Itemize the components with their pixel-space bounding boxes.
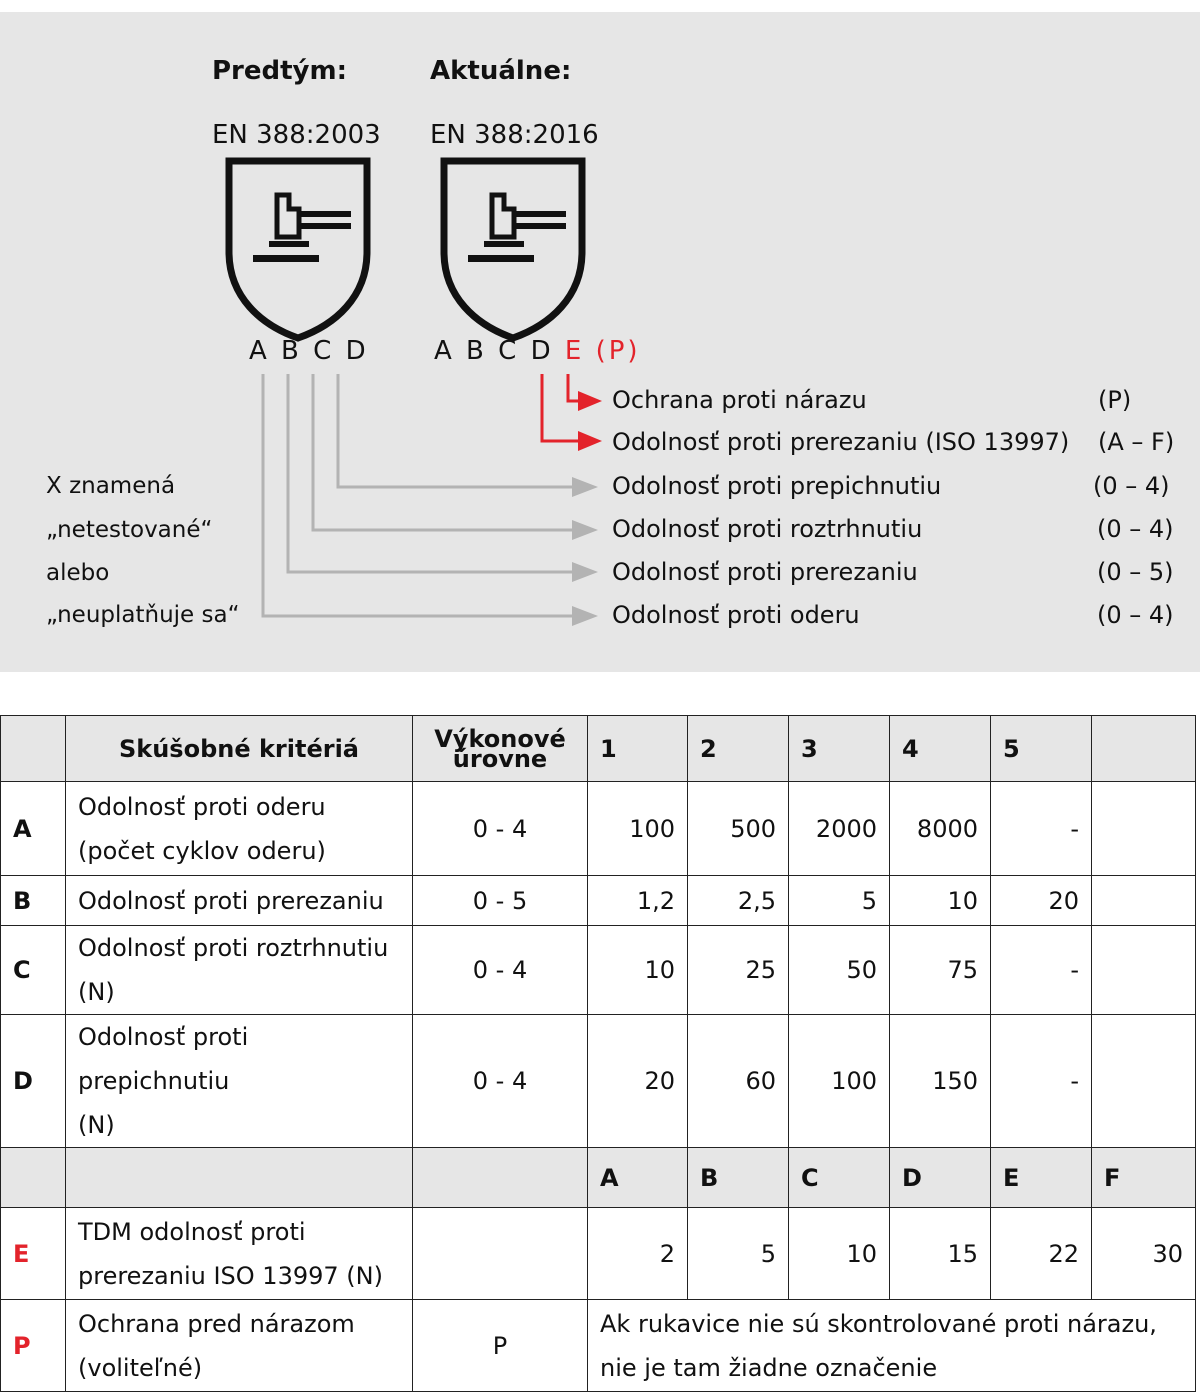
row-value: 2: [588, 1208, 688, 1300]
note-line: „neuplatňuje sa“: [46, 602, 240, 628]
row-p-note-line: Ak rukavice nie sú skontrolované proti nárazu,: [600, 1309, 1157, 1338]
connector-lines: [0, 0, 1200, 680]
table-subheader-row: [1, 1148, 1196, 1208]
current-letters-abcd: A B C D: [434, 336, 554, 366]
row-description: [66, 1015, 413, 1148]
row-description-line: Odolnosť proti prepichnutiu: [78, 1023, 249, 1095]
header-level: 5: [991, 716, 1092, 782]
row-value: -: [991, 782, 1092, 876]
row-description-line: TDM odolnosť proti: [78, 1217, 306, 1246]
subheader-level: E: [991, 1148, 1092, 1208]
header-level: 4: [890, 716, 991, 782]
subheader-empty-cell: [66, 1148, 413, 1208]
row-range: 0 - 4: [413, 926, 588, 1015]
row-range: 0 - 4: [413, 782, 588, 876]
row-description-line: (počet cyklov oderu): [78, 836, 326, 865]
header-level: 2: [688, 716, 789, 782]
table-row: [1, 1300, 1196, 1392]
header-criteria: Skúšobné kritériá: [66, 716, 413, 782]
row-value: [1092, 876, 1196, 926]
row-value: [1092, 782, 1196, 876]
row-value: 1,2: [588, 876, 688, 926]
before-heading: Predtým:: [212, 56, 347, 86]
table-row: [1, 876, 1196, 926]
row-letter: E: [1, 1208, 66, 1300]
row-description: [66, 1208, 413, 1300]
row-value: [1092, 1015, 1196, 1148]
row-description: Odolnosť proti roztrhnutiu (N): [66, 926, 413, 1015]
table-row: [1, 1015, 1196, 1148]
row-value: 100: [588, 782, 688, 876]
row-description: [66, 1300, 413, 1392]
row-value: 5: [789, 876, 890, 926]
current-letter-p: (P): [595, 336, 641, 366]
row-range: 0 - 5: [413, 876, 588, 926]
legend-label-cut-iso: Odolnosť proti prerezaniu (ISO 13997): [612, 428, 1070, 456]
header-empty-cell: [1, 716, 66, 782]
current-heading: Aktuálne:: [430, 56, 572, 86]
row-p-note-line: nie je tam žiadne označenie: [600, 1353, 938, 1382]
legend-range-cut: (0 – 5): [1097, 558, 1174, 586]
row-description-line: Odolnosť proti oderu: [78, 792, 326, 821]
row-description-line: prerezaniu ISO 13997 (N): [78, 1261, 383, 1290]
subheader-level: F: [1092, 1148, 1196, 1208]
row-value: 2,5: [688, 876, 789, 926]
row-value: 22: [991, 1208, 1092, 1300]
row-value: 500: [688, 782, 789, 876]
row-value: 2000: [789, 782, 890, 876]
row-value: 5: [688, 1208, 789, 1300]
row-value: 10: [890, 876, 991, 926]
subheader-empty-cell: [1, 1148, 66, 1208]
legend-range-abrasion: (0 – 4): [1097, 601, 1174, 629]
row-value: 10: [588, 926, 688, 1015]
legend-label-cut: Odolnosť proti prerezaniu: [612, 558, 918, 586]
header-performance-line: úrovne: [452, 744, 548, 773]
legend-range-impact: (P): [1098, 386, 1132, 414]
row-letter: A: [1, 782, 66, 876]
header-level: 1: [588, 716, 688, 782]
table-row: [1, 926, 1196, 1015]
row-value: 25: [688, 926, 789, 1015]
row-letter: D: [1, 1015, 66, 1148]
legend-range-cut-iso: (A – F): [1098, 428, 1175, 456]
subheader-level: D: [890, 1148, 991, 1208]
row-value: 50: [789, 926, 890, 1015]
row-value: 75: [890, 926, 991, 1015]
row-letter: B: [1, 876, 66, 926]
row-letter: P: [1, 1300, 66, 1392]
row-p-note: [588, 1300, 1196, 1392]
subheader-empty-cell: [413, 1148, 588, 1208]
table-row: [1, 1208, 1196, 1300]
note-line: X znamená: [46, 473, 176, 499]
row-description-line: (N): [78, 1111, 115, 1139]
row-description: [66, 782, 413, 876]
row-value: -: [991, 1015, 1092, 1148]
row-range: P: [413, 1300, 588, 1392]
note-line: alebo: [46, 560, 110, 586]
row-value: 20: [991, 876, 1092, 926]
row-value: 100: [789, 1015, 890, 1148]
row-range: [413, 1208, 588, 1300]
row-value: 60: [688, 1015, 789, 1148]
table-header-row: [1, 716, 1196, 782]
current-standard: EN 388:2016: [430, 120, 599, 150]
legend-label-impact: Ochrana proti nárazu: [612, 386, 867, 414]
subheader-level: B: [688, 1148, 789, 1208]
header-performance-levels: [413, 716, 588, 782]
row-description: Odolnosť proti prerezaniu: [66, 876, 413, 926]
row-range: 0 - 4: [413, 1015, 588, 1148]
row-value: [1092, 926, 1196, 1015]
header-level: 3: [789, 716, 890, 782]
table-row: [1, 782, 1196, 876]
legend-range-puncture: (0 – 4): [1093, 472, 1170, 500]
row-value: 150: [890, 1015, 991, 1148]
row-value: 20: [588, 1015, 688, 1148]
current-letter-e: E: [564, 336, 585, 366]
note-line: „netestované“: [46, 517, 213, 543]
row-value: -: [991, 926, 1092, 1015]
row-value: 10: [789, 1208, 890, 1300]
row-value: 8000: [890, 782, 991, 876]
before-standard: EN 388:2003: [212, 120, 381, 150]
legend-range-tear: (0 – 4): [1097, 515, 1174, 543]
row-value: 30: [1092, 1208, 1196, 1300]
test-criteria-table: [0, 715, 1196, 1392]
legend-label-abrasion: Odolnosť proti oderu: [612, 601, 860, 629]
row-description-line: (voliteľné): [78, 1353, 203, 1382]
row-letter: C: [1, 926, 66, 1015]
before-letters: A B C D: [249, 336, 369, 366]
legend-label-puncture: Odolnosť proti prepichnutiu: [612, 472, 942, 500]
row-value: 15: [890, 1208, 991, 1300]
header-performance-line: Výkonové: [434, 724, 566, 753]
legend-label-tear: Odolnosť proti roztrhnutiu: [612, 515, 923, 543]
row-description-line: Ochrana pred nárazom: [78, 1309, 355, 1338]
header-level: [1092, 716, 1196, 782]
subheader-level: A: [588, 1148, 688, 1208]
subheader-level: C: [789, 1148, 890, 1208]
